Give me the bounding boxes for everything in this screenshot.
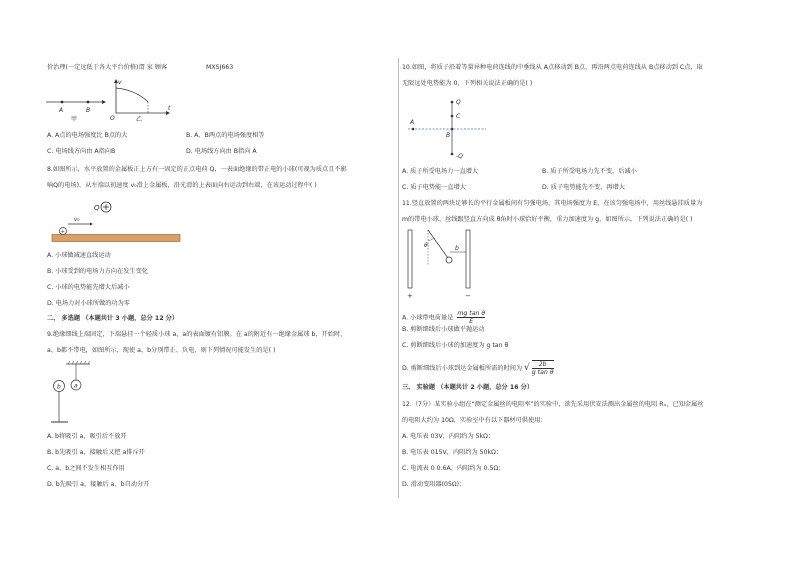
label-A: A bbox=[410, 119, 415, 126]
q9-option-C[interactable]: C. a、b之间不发生相互作用 bbox=[47, 465, 125, 472]
q12-item-D: D. 滑动变阻器(05Ω)； bbox=[402, 481, 466, 488]
sqrt-sign: √ bbox=[524, 363, 530, 373]
q8-figure bbox=[48, 198, 188, 244]
q9-stem-line2: a、b都不带电，如图所示，现使 a、b分别带正、负电，则下列情况可能发生的是( ) bbox=[47, 347, 276, 354]
q10-stem-line1: 10.如图，将质子沿着等量异种电荷连线的中垂线从 A点移动到 B点，再沿两点电荷连线从 B点移动到 C点，取 bbox=[402, 64, 703, 71]
q8-stem-line1: 8.如图所示，水平放置的金属板正上方有一固定的正点电荷 Q，一表面绝缘的带正电的小球(可视为质点且不影 bbox=[47, 166, 347, 173]
q7-figure bbox=[44, 80, 174, 122]
header-text: 价治理(一定远低于各大平台价格)谓 家 顾客 bbox=[47, 64, 168, 71]
section-2-title: 二、 多选题 （本题共计 3 小题，总分 12 分） bbox=[47, 315, 179, 322]
label-v0: v₀ bbox=[74, 217, 80, 223]
right-plate bbox=[466, 230, 470, 288]
option-A-fraction: $\frac{\text{mg tan θ}}{E}$ bbox=[457, 310, 486, 325]
svg-text:+: + bbox=[60, 229, 65, 235]
q11-option-B[interactable]: B. 剪断细线后小球做平抛运动 bbox=[402, 326, 485, 333]
label-Q-top: Q bbox=[456, 99, 461, 106]
ball-a-label: a bbox=[74, 382, 78, 390]
label-B: B bbox=[446, 132, 451, 139]
q11-stem-line2: m的带电小球，丝线跟竖直方向成 θ角时小球恰好平衡，重力加速度为 g，如图所示，下列说法正确的是( ) bbox=[402, 216, 693, 223]
q8-stem-line2: 响Q的电场)，从左端以初速度 v₀滑上金属板，沿光滑的上表面向右运动到右端，在该运动过程中( ) bbox=[47, 182, 317, 189]
label-jia: 甲 bbox=[71, 116, 78, 123]
left-plate bbox=[408, 230, 412, 288]
ball-b-label: b bbox=[57, 383, 61, 391]
label-negQ: -Q bbox=[456, 153, 463, 160]
q8-option-B[interactable]: B. 小球受到的电场力方向在发生变化 bbox=[47, 268, 148, 275]
q10-option-D[interactable]: D. 质子电势能先不变，再增大 bbox=[542, 184, 625, 191]
q11-stem-line1: 11.竖直放置的两块足够长的平行金属板间有匀强电场，其电场强度为 E，在该匀强电场中，用丝线悬挂质量为 bbox=[402, 200, 703, 207]
q12-item-B: B. 电压表 015V，内阻约为 50kΩ； bbox=[402, 449, 503, 456]
label-v: v bbox=[118, 79, 122, 86]
option-D-prefix: D. 剪断细线后小球到达金属板所需的时间为 bbox=[402, 365, 523, 372]
q11-option-C[interactable]: C. 剪断细线后小球的加速度为 g tan θ bbox=[402, 342, 509, 349]
q9-stem-line1: 9.绝缘细线上端固定，下端悬挂一个轻质小球 a，a的表面镀有铝膜。在 a的附近有一绝缘金属球 b，开始时， bbox=[47, 331, 347, 338]
label-A: A bbox=[59, 107, 64, 114]
q7-option-D[interactable]: D. 电场线方向由 B指向 A bbox=[186, 148, 257, 155]
label-t: t bbox=[168, 105, 171, 112]
metal-plate bbox=[52, 235, 180, 242]
q9-option-A[interactable]: A. b将吸引 a，吸引后不放开 bbox=[47, 433, 127, 440]
q10-stem-line2: 无限远处电势能为 0，下列相关说法正确的是( ) bbox=[402, 80, 533, 87]
option-A-prefix: A. 小球带电荷量是 bbox=[402, 314, 454, 322]
q7-option-B[interactable]: B. A、B两点的电场强度相等 bbox=[186, 132, 265, 139]
q8-option-D[interactable]: D. 电场力对小球所做的功为零 bbox=[47, 300, 130, 307]
label-minus: − bbox=[465, 292, 471, 300]
section-3-title: 三、 实验题 （本题共计 2 小题，总分 16 分） bbox=[402, 384, 534, 391]
q9-option-B[interactable]: B. b先吸引 a，接触后又把 a排斥开 bbox=[47, 449, 145, 456]
header-code: MXSJ663 bbox=[206, 64, 234, 71]
q8-option-A[interactable]: A. 小球做减速直线运动 bbox=[47, 252, 111, 259]
q11-option-A[interactable] bbox=[402, 310, 485, 325]
q10-figure bbox=[402, 92, 492, 164]
q10-option-C[interactable]: C. 质子电势能一直增大 bbox=[402, 184, 466, 191]
q10-option-A[interactable]: A. 质子所受电场力一直增大 bbox=[402, 168, 479, 175]
label-plus: + bbox=[407, 292, 413, 300]
q7-option-A[interactable]: A. A点的电场强度比 B点的大 bbox=[47, 132, 128, 139]
label-B: B bbox=[86, 107, 91, 114]
q7-option-C[interactable]: C. 电场线方向由 A指向B bbox=[47, 148, 116, 155]
q11-option-D[interactable] bbox=[402, 360, 554, 376]
label-O: O bbox=[110, 115, 115, 122]
option-D-fraction: $\frac{2b}{\text{g tan θ}}$ bbox=[531, 361, 554, 376]
q9-figure bbox=[48, 360, 98, 426]
q12-stem-line1: 12.（7分）某实验小组在“测定金属丝的电阻率”的实验中，欲先采用伏安法测出金属丝的电阻 Rₓ，已知金属丝 bbox=[402, 401, 704, 408]
q9-option-D[interactable]: D. b先吸引 a，接触后 a、b自动分开 bbox=[47, 481, 150, 488]
label-yi: 乙 bbox=[136, 116, 143, 123]
q12-item-A: A. 电压表 03V，内阻约为 5kΩ； bbox=[402, 433, 495, 440]
q12-stem-line2: 的电阻大约为 10Ω，实验室中有以下器材可供使用： bbox=[402, 417, 547, 424]
label-Q: Q bbox=[94, 204, 100, 212]
q12-item-C: C. 电流表 0 0.6A，内阻约为 0.5Ω； bbox=[402, 465, 505, 472]
label-theta: θ bbox=[424, 242, 428, 249]
q11-figure bbox=[402, 226, 482, 302]
q10-option-B[interactable]: B. 质子所受电场力先不变，后减小 bbox=[542, 168, 637, 175]
q8-option-C[interactable]: C. 小球的电势能先增大后减小 bbox=[47, 284, 130, 291]
label-C: C bbox=[456, 113, 461, 120]
column-divider bbox=[398, 58, 399, 498]
label-b: b bbox=[455, 245, 459, 252]
